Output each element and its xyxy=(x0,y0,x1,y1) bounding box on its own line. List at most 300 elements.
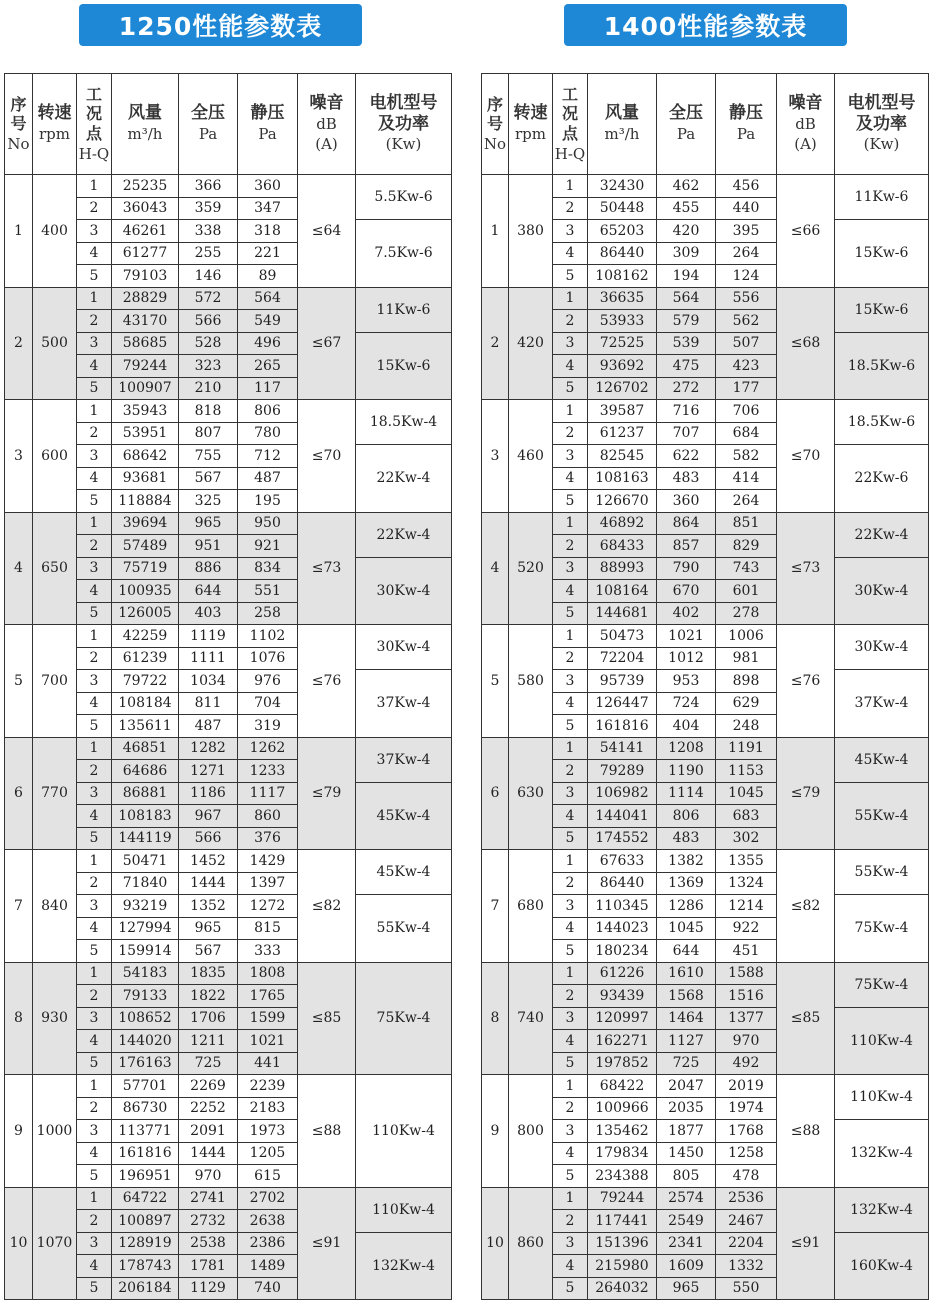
cell-hq: 4 xyxy=(77,355,112,378)
table-row xyxy=(482,625,929,648)
cell-static-pressure: 2638 xyxy=(238,1210,298,1233)
cell-static-pressure: 2183 xyxy=(238,1097,298,1120)
cell-air-volume: 161816 xyxy=(588,715,657,738)
cell-hq: 3 xyxy=(553,782,588,805)
cell-static-pressure: 921 xyxy=(238,535,298,558)
cell-static-pressure: 981 xyxy=(716,647,777,670)
cell-total-pressure: 951 xyxy=(179,535,238,558)
cell-air-volume: 100907 xyxy=(112,377,179,400)
cell-static-pressure: 456 xyxy=(716,175,777,198)
cell-static-pressure: 318 xyxy=(238,220,298,243)
cell-total-pressure: 755 xyxy=(179,445,238,468)
cell-hq: 4 xyxy=(77,917,112,940)
cell-air-volume: 67633 xyxy=(588,850,657,873)
cell-hq: 2 xyxy=(553,535,588,558)
cell-air-volume: 95739 xyxy=(588,670,657,693)
cell-hq: 4 xyxy=(553,1142,588,1165)
cell-total-pressure: 2341 xyxy=(657,1232,716,1255)
cell-noise: ≤67 xyxy=(298,287,356,400)
cell-hq: 3 xyxy=(553,332,588,355)
cell-static-pressure: 851 xyxy=(716,512,777,535)
cell-total-pressure: 725 xyxy=(657,1052,716,1075)
cell-static-pressure: 423 xyxy=(716,355,777,378)
cell-total-pressure: 1271 xyxy=(179,760,238,783)
cell-motor: 45Kw-4 xyxy=(356,782,452,850)
cell-hq: 2 xyxy=(77,1097,112,1120)
cell-total-pressure: 1781 xyxy=(179,1255,238,1278)
cell-total-pressure: 539 xyxy=(657,332,716,355)
cell-static-pressure: 615 xyxy=(238,1165,298,1188)
cell-motor: 18.5Kw-4 xyxy=(356,400,452,445)
cell-total-pressure: 965 xyxy=(179,512,238,535)
cell-hq: 4 xyxy=(77,805,112,828)
cell-air-volume: 57701 xyxy=(112,1075,179,1098)
cell-total-pressure: 967 xyxy=(179,805,238,828)
cell-static-pressure: 376 xyxy=(238,827,298,850)
cell-rpm: 770 xyxy=(33,737,77,850)
cell-air-volume: 126670 xyxy=(588,490,657,513)
cell-hq: 1 xyxy=(553,962,588,985)
cell-static-pressure: 712 xyxy=(238,445,298,468)
cell-total-pressure: 622 xyxy=(657,445,716,468)
cell-total-pressure: 1444 xyxy=(179,1142,238,1165)
cell-total-pressure: 1706 xyxy=(179,1007,238,1030)
cell-hq: 3 xyxy=(77,782,112,805)
cell-hq: 1 xyxy=(553,512,588,535)
cell-total-pressure: 2269 xyxy=(179,1075,238,1098)
cell-hq: 5 xyxy=(553,940,588,963)
cell-noise: ≤66 xyxy=(777,175,835,288)
cell-total-pressure: 403 xyxy=(179,602,238,625)
cell-total-pressure: 970 xyxy=(179,1165,238,1188)
cell-static-pressure: 1768 xyxy=(716,1120,777,1143)
cell-air-volume: 93681 xyxy=(112,467,179,490)
cell-static-pressure: 582 xyxy=(716,445,777,468)
cell-air-volume: 25235 xyxy=(112,175,179,198)
cell-static-pressure: 333 xyxy=(238,940,298,963)
cell-motor: 37Kw-4 xyxy=(356,737,452,782)
cell-air-volume: 39587 xyxy=(588,400,657,423)
cell-hq: 4 xyxy=(553,805,588,828)
cell-total-pressure: 1012 xyxy=(657,647,716,670)
cell-static-pressure: 601 xyxy=(716,580,777,603)
cell-noise: ≤82 xyxy=(777,850,835,963)
cell-hq: 5 xyxy=(553,715,588,738)
cell-static-pressure: 1974 xyxy=(716,1097,777,1120)
cell-static-pressure: 834 xyxy=(238,557,298,580)
cell-hq: 4 xyxy=(553,355,588,378)
cell-hq: 3 xyxy=(553,1232,588,1255)
cell-motor: 110Kw-4 xyxy=(835,1007,929,1075)
cell-no: 4 xyxy=(482,512,509,625)
cell-static-pressure: 1021 xyxy=(238,1030,298,1053)
cell-static-pressure: 556 xyxy=(716,287,777,310)
cell-hq: 5 xyxy=(77,715,112,738)
cell-hq: 5 xyxy=(553,1277,588,1300)
cell-hq: 1 xyxy=(553,737,588,760)
header-row xyxy=(482,74,929,175)
cell-no: 2 xyxy=(482,287,509,400)
cell-total-pressure: 805 xyxy=(657,1165,716,1188)
cell-hq: 5 xyxy=(553,1165,588,1188)
cell-motor: 15Kw-6 xyxy=(835,287,929,332)
cell-noise: ≤76 xyxy=(298,625,356,738)
cell-hq: 2 xyxy=(77,760,112,783)
cell-hq: 2 xyxy=(553,310,588,333)
cell-hq: 3 xyxy=(77,557,112,580)
cell-no: 3 xyxy=(482,400,509,513)
header-no: 序 号 No xyxy=(482,74,509,175)
cell-static-pressure: 1006 xyxy=(716,625,777,648)
cell-motor: 45Kw-4 xyxy=(356,850,452,895)
cell-static-pressure: 1397 xyxy=(238,872,298,895)
cell-air-volume: 50471 xyxy=(112,850,179,873)
cell-air-volume: 64722 xyxy=(112,1187,179,1210)
cell-air-volume: 79722 xyxy=(112,670,179,693)
cell-static-pressure: 258 xyxy=(238,602,298,625)
table-row xyxy=(482,287,929,310)
cell-static-pressure: 221 xyxy=(238,242,298,265)
cell-hq: 5 xyxy=(553,602,588,625)
cell-air-volume: 108183 xyxy=(112,805,179,828)
cell-static-pressure: 829 xyxy=(716,535,777,558)
cell-total-pressure: 1877 xyxy=(657,1120,716,1143)
cell-rpm: 580 xyxy=(509,625,553,738)
cell-hq: 1 xyxy=(77,962,112,985)
cell-hq: 1 xyxy=(77,737,112,760)
cell-hq: 3 xyxy=(553,670,588,693)
cell-noise: ≤79 xyxy=(298,737,356,850)
cell-no: 8 xyxy=(482,962,509,1075)
header-motor: 电机型号 及功率 (Kw) xyxy=(356,74,452,175)
cell-total-pressure: 420 xyxy=(657,220,716,243)
table-row xyxy=(5,737,452,760)
cell-hq: 4 xyxy=(553,242,588,265)
cell-air-volume: 178743 xyxy=(112,1255,179,1278)
cell-total-pressure: 567 xyxy=(179,467,238,490)
cell-air-volume: 58685 xyxy=(112,332,179,355)
header-air-volume: 风量 m³/h xyxy=(112,74,179,175)
cell-static-pressure: 319 xyxy=(238,715,298,738)
cell-static-pressure: 451 xyxy=(716,940,777,963)
cell-hq: 5 xyxy=(77,377,112,400)
cell-air-volume: 79103 xyxy=(112,265,179,288)
cell-motor: 37Kw-4 xyxy=(835,670,929,738)
cell-noise: ≤79 xyxy=(777,737,835,850)
cell-air-volume: 50448 xyxy=(588,197,657,220)
cell-static-pressure: 2467 xyxy=(716,1210,777,1233)
cell-total-pressure: 807 xyxy=(179,422,238,445)
cell-total-pressure: 1045 xyxy=(657,917,716,940)
cell-total-pressure: 2035 xyxy=(657,1097,716,1120)
header-static-pressure: 静压 Pa xyxy=(716,74,777,175)
cell-static-pressure: 706 xyxy=(716,400,777,423)
cell-hq: 4 xyxy=(553,1255,588,1278)
cell-static-pressure: 1324 xyxy=(716,872,777,895)
cell-total-pressure: 2741 xyxy=(179,1187,238,1210)
cell-hq: 4 xyxy=(77,467,112,490)
cell-hq: 1 xyxy=(553,1187,588,1210)
cell-static-pressure: 507 xyxy=(716,332,777,355)
cell-total-pressure: 644 xyxy=(179,580,238,603)
cell-static-pressure: 629 xyxy=(716,692,777,715)
cell-static-pressure: 1153 xyxy=(716,760,777,783)
cell-rpm: 460 xyxy=(509,400,553,513)
header-hq: 工 况 点 H-Q xyxy=(553,74,588,175)
cell-hq: 1 xyxy=(553,850,588,873)
cell-hq: 2 xyxy=(77,310,112,333)
cell-no: 9 xyxy=(482,1075,509,1188)
cell-motor: 22Kw-6 xyxy=(835,445,929,513)
cell-air-volume: 79244 xyxy=(112,355,179,378)
cell-hq: 2 xyxy=(553,872,588,895)
table-row xyxy=(5,962,452,985)
cell-static-pressure: 347 xyxy=(238,197,298,220)
header-noise: 噪音 dB (A) xyxy=(298,74,356,175)
cell-hq: 1 xyxy=(77,175,112,198)
cell-total-pressure: 2732 xyxy=(179,1210,238,1233)
cell-hq: 3 xyxy=(77,445,112,468)
cell-hq: 5 xyxy=(553,377,588,400)
cell-air-volume: 75719 xyxy=(112,557,179,580)
cell-total-pressure: 487 xyxy=(179,715,238,738)
cell-total-pressure: 857 xyxy=(657,535,716,558)
cell-static-pressure: 248 xyxy=(716,715,777,738)
cell-air-volume: 144041 xyxy=(588,805,657,828)
cell-static-pressure: 1355 xyxy=(716,850,777,873)
cell-hq: 4 xyxy=(77,1255,112,1278)
cell-total-pressure: 1127 xyxy=(657,1030,716,1053)
cell-air-volume: 120997 xyxy=(588,1007,657,1030)
cell-hq: 2 xyxy=(77,985,112,1008)
cell-total-pressure: 2538 xyxy=(179,1232,238,1255)
cell-air-volume: 43170 xyxy=(112,310,179,333)
header-air-volume: 风量 m³/h xyxy=(588,74,657,175)
cell-air-volume: 54141 xyxy=(588,737,657,760)
cell-air-volume: 72204 xyxy=(588,647,657,670)
cell-total-pressure: 579 xyxy=(657,310,716,333)
cell-static-pressure: 1272 xyxy=(238,895,298,918)
cell-total-pressure: 1286 xyxy=(657,895,716,918)
cell-air-volume: 197852 xyxy=(588,1052,657,1075)
cell-total-pressure: 1190 xyxy=(657,760,716,783)
cell-static-pressure: 704 xyxy=(238,692,298,715)
cell-static-pressure: 195 xyxy=(238,490,298,513)
cell-hq: 4 xyxy=(553,692,588,715)
cell-total-pressure: 564 xyxy=(657,287,716,310)
cell-noise: ≤82 xyxy=(298,850,356,963)
cell-static-pressure: 806 xyxy=(238,400,298,423)
cell-air-volume: 61237 xyxy=(588,422,657,445)
cell-air-volume: 126447 xyxy=(588,692,657,715)
cell-total-pressure: 1382 xyxy=(657,850,716,873)
cell-total-pressure: 1282 xyxy=(179,737,238,760)
cell-rpm: 600 xyxy=(33,400,77,513)
cell-hq: 5 xyxy=(77,1277,112,1300)
cell-hq: 2 xyxy=(77,535,112,558)
table-row xyxy=(482,512,929,535)
cell-total-pressure: 2047 xyxy=(657,1075,716,1098)
cell-hq: 1 xyxy=(553,400,588,423)
cell-rpm: 520 xyxy=(509,512,553,625)
cell-motor: 55Kw-4 xyxy=(835,850,929,895)
cell-air-volume: 176163 xyxy=(112,1052,179,1075)
cell-static-pressure: 1599 xyxy=(238,1007,298,1030)
cell-noise: ≤73 xyxy=(777,512,835,625)
cell-static-pressure: 976 xyxy=(238,670,298,693)
cell-no: 6 xyxy=(5,737,33,850)
cell-static-pressure: 440 xyxy=(716,197,777,220)
cell-total-pressure: 953 xyxy=(657,670,716,693)
cell-hq: 2 xyxy=(77,1210,112,1233)
cell-rpm: 420 xyxy=(509,287,553,400)
header-motor: 电机型号 及功率 (Kw) xyxy=(835,74,929,175)
cell-hq: 1 xyxy=(77,625,112,648)
cell-total-pressure: 2549 xyxy=(657,1210,716,1233)
cell-air-volume: 64686 xyxy=(112,760,179,783)
cell-rpm: 1070 xyxy=(33,1187,77,1300)
cell-hq: 4 xyxy=(77,1030,112,1053)
cell-air-volume: 42259 xyxy=(112,625,179,648)
table-row xyxy=(482,962,929,985)
cell-total-pressure: 811 xyxy=(179,692,238,715)
cell-air-volume: 86440 xyxy=(588,872,657,895)
cell-total-pressure: 725 xyxy=(179,1052,238,1075)
cell-static-pressure: 2702 xyxy=(238,1187,298,1210)
cell-hq: 1 xyxy=(77,400,112,423)
cell-noise: ≤91 xyxy=(777,1187,835,1300)
cell-motor: 30Kw-4 xyxy=(356,625,452,670)
cell-no: 7 xyxy=(5,850,33,963)
cell-static-pressure: 1429 xyxy=(238,850,298,873)
cell-rpm: 400 xyxy=(33,175,77,288)
cell-air-volume: 144681 xyxy=(588,602,657,625)
cell-hq: 5 xyxy=(553,490,588,513)
cell-motor: 132Kw-4 xyxy=(835,1187,929,1232)
cell-air-volume: 32430 xyxy=(588,175,657,198)
cell-air-volume: 135611 xyxy=(112,715,179,738)
cell-hq: 2 xyxy=(553,1210,588,1233)
cell-motor: 55Kw-4 xyxy=(356,895,452,963)
cell-rpm: 680 xyxy=(509,850,553,963)
cell-no: 1 xyxy=(482,175,509,288)
cell-no: 9 xyxy=(5,1075,33,1188)
cell-static-pressure: 414 xyxy=(716,467,777,490)
cell-static-pressure: 1489 xyxy=(238,1255,298,1278)
header-total-pressure: 全压 Pa xyxy=(657,74,716,175)
cell-static-pressure: 1045 xyxy=(716,782,777,805)
cell-total-pressure: 1352 xyxy=(179,895,238,918)
cell-total-pressure: 1034 xyxy=(179,670,238,693)
cell-total-pressure: 1835 xyxy=(179,962,238,985)
cell-air-volume: 46892 xyxy=(588,512,657,535)
cell-air-volume: 79244 xyxy=(588,1187,657,1210)
cell-air-volume: 53951 xyxy=(112,422,179,445)
cell-hq: 4 xyxy=(77,580,112,603)
cell-no: 2 xyxy=(5,287,33,400)
table-row xyxy=(5,1075,452,1098)
cell-rpm: 800 xyxy=(509,1075,553,1188)
cell-hq: 4 xyxy=(553,917,588,940)
cell-air-volume: 126005 xyxy=(112,602,179,625)
cell-no: 5 xyxy=(482,625,509,738)
cell-noise: ≤73 xyxy=(298,512,356,625)
cell-static-pressure: 264 xyxy=(716,242,777,265)
cell-air-volume: 108164 xyxy=(588,580,657,603)
cell-total-pressure: 404 xyxy=(657,715,716,738)
cell-static-pressure: 302 xyxy=(716,827,777,850)
cell-hq: 4 xyxy=(77,1142,112,1165)
cell-total-pressure: 670 xyxy=(657,580,716,603)
cell-static-pressure: 2019 xyxy=(716,1075,777,1098)
cell-air-volume: 50473 xyxy=(588,625,657,648)
cell-hq: 2 xyxy=(553,985,588,1008)
cell-air-volume: 93439 xyxy=(588,985,657,1008)
cell-motor: 7.5Kw-6 xyxy=(356,220,452,288)
cell-air-volume: 106982 xyxy=(588,782,657,805)
cell-air-volume: 68642 xyxy=(112,445,179,468)
cell-motor: 110Kw-4 xyxy=(356,1075,452,1188)
cell-air-volume: 65203 xyxy=(588,220,657,243)
cell-air-volume: 159914 xyxy=(112,940,179,963)
cell-air-volume: 100935 xyxy=(112,580,179,603)
cell-motor: 11Kw-6 xyxy=(356,287,452,332)
table-title-1400: 1400性能参数表 xyxy=(564,4,847,46)
cell-air-volume: 39694 xyxy=(112,512,179,535)
cell-motor: 110Kw-4 xyxy=(835,1075,929,1120)
table-row xyxy=(482,737,929,760)
cell-total-pressure: 323 xyxy=(179,355,238,378)
cell-static-pressure: 562 xyxy=(716,310,777,333)
cell-hq: 3 xyxy=(77,1232,112,1255)
cell-static-pressure: 1191 xyxy=(716,737,777,760)
cell-total-pressure: 716 xyxy=(657,400,716,423)
cell-hq: 3 xyxy=(553,557,588,580)
header-noise: 噪音 dB (A) xyxy=(777,74,835,175)
cell-static-pressure: 1214 xyxy=(716,895,777,918)
cell-static-pressure: 2386 xyxy=(238,1232,298,1255)
cell-total-pressure: 272 xyxy=(657,377,716,400)
cell-motor: 15Kw-6 xyxy=(835,220,929,288)
header-rpm: 转速 rpm xyxy=(509,74,553,175)
cell-total-pressure: 1464 xyxy=(657,1007,716,1030)
cell-static-pressure: 1076 xyxy=(238,647,298,670)
cell-static-pressure: 740 xyxy=(238,1277,298,1300)
table-row xyxy=(482,175,929,198)
cell-air-volume: 86440 xyxy=(588,242,657,265)
cell-air-volume: 127994 xyxy=(112,917,179,940)
cell-total-pressure: 2574 xyxy=(657,1187,716,1210)
cell-total-pressure: 566 xyxy=(179,827,238,850)
cell-air-volume: 93692 xyxy=(588,355,657,378)
cell-air-volume: 151396 xyxy=(588,1232,657,1255)
header-hq: 工 况 点 H-Q xyxy=(77,74,112,175)
cell-total-pressure: 572 xyxy=(179,287,238,310)
cell-static-pressure: 177 xyxy=(716,377,777,400)
cell-rpm: 500 xyxy=(33,287,77,400)
cell-static-pressure: 2204 xyxy=(716,1232,777,1255)
cell-air-volume: 93219 xyxy=(112,895,179,918)
cell-total-pressure: 528 xyxy=(179,332,238,355)
cell-static-pressure: 815 xyxy=(238,917,298,940)
cell-static-pressure: 684 xyxy=(716,422,777,445)
cell-air-volume: 113771 xyxy=(112,1120,179,1143)
cell-total-pressure: 1114 xyxy=(657,782,716,805)
cell-air-volume: 135462 xyxy=(588,1120,657,1143)
cell-hq: 4 xyxy=(77,242,112,265)
cell-air-volume: 162271 xyxy=(588,1030,657,1053)
table-row xyxy=(5,1187,452,1210)
